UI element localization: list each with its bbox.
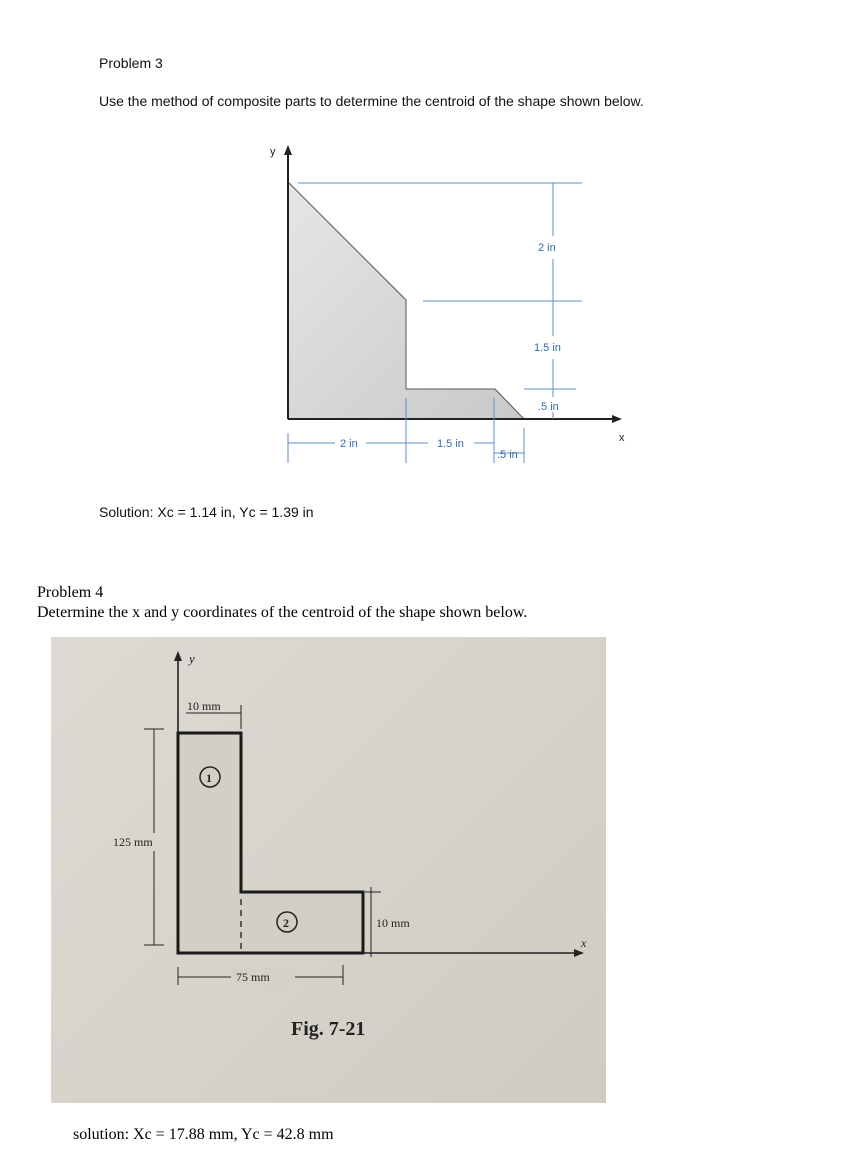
problem-3-heading: Problem 3 (99, 55, 163, 71)
part-2-label: 2 (283, 916, 289, 930)
p3-dim-0-5in-vertical: .5 in (538, 401, 559, 413)
problem-4-heading: Problem 4 (37, 584, 104, 601)
label-125mm: 125 mm (113, 835, 153, 849)
part-1-label: 1 (206, 771, 212, 785)
p3-dim-0-5in-horizontal: .5 in (497, 449, 518, 461)
label-10mm-top: 10 mm (187, 699, 221, 713)
p3-x-label: x (619, 432, 625, 444)
p3-dim-1-5in-horizontal: 1.5 in (437, 438, 464, 450)
problem-4-instruction: Determine the x and y coordinates of the centroid of the shape shown below. (37, 604, 528, 621)
p3-dim-1-5in-vertical: 1.5 in (534, 342, 561, 354)
figure-caption: Fig. 7-21 (291, 1018, 366, 1040)
p4-x-label: x (581, 936, 587, 950)
l-shape (178, 733, 363, 953)
label-75mm: 75 mm (236, 970, 270, 984)
p3-y-label: y (270, 146, 276, 158)
p4-y-label: y (189, 651, 195, 666)
problem-3-solution: Solution: Xc = 1.14 in, Yc = 1.39 in (99, 504, 314, 520)
problem-4-figure (51, 637, 606, 1103)
y-axis-arrow (284, 145, 292, 155)
p4-y-axis-arrow (174, 651, 182, 661)
p3-dim-2in-horizontal: 2 in (340, 438, 358, 450)
problem-4-figure-photo (51, 637, 606, 1103)
p4-x-axis-arrow (574, 949, 584, 957)
p3-dim-2in-vertical: 2 in (538, 242, 556, 254)
label-10mm-right: 10 mm (376, 916, 410, 930)
problem-4-solution: solution: Xc = 17.88 mm, Yc = 42.8 mm (73, 1126, 334, 1143)
problem-3-figure (0, 0, 855, 500)
problem-3-instruction: Use the method of composite parts to determine the centroid of the shape shown below. (99, 93, 644, 109)
x-axis-arrow (612, 415, 622, 423)
